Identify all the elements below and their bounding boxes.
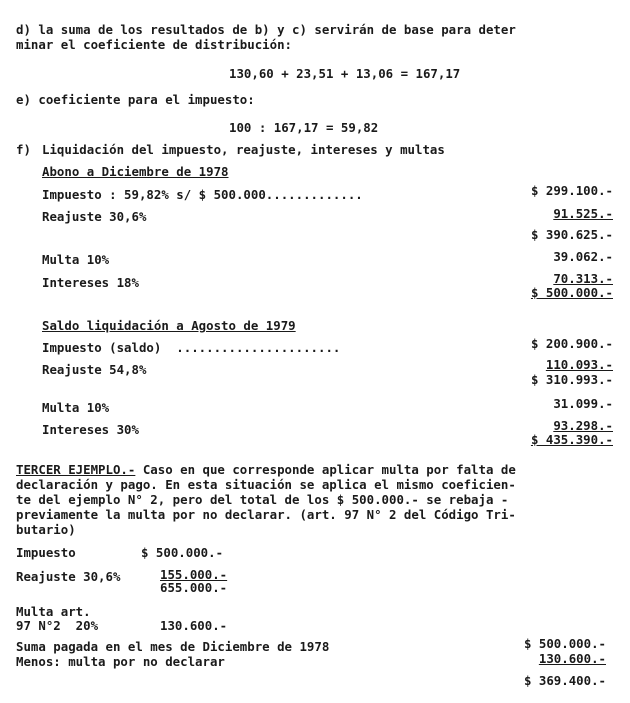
saldo-intereses-label: Intereses 30%: [42, 422, 139, 437]
calc-multa-amount: 130.600.-: [160, 618, 228, 633]
saldo-multa-amount: 31.099.-: [553, 396, 613, 411]
saldo-reajuste-label: Reajuste 54,8%: [42, 362, 147, 377]
abono-reajuste-label: Reajuste 30,6%: [42, 209, 147, 224]
saldo-subtotal-amount: $ 310.993.-: [530, 372, 613, 387]
calc-multa-label-2: 97 N°2 20%: [16, 618, 99, 633]
tercer-ejemplo-line2: declaración y pago. En esta situación se aplica el mismo coeficien-: [16, 477, 516, 492]
tercer-ejemplo-line5: butario): [16, 522, 76, 537]
abono-intereses-amount: 70.313.-: [553, 271, 613, 286]
paragraph-f-prefix: f): [16, 142, 31, 157]
saldo-reajuste-amount: 110.093.-: [545, 357, 613, 372]
abono-impuesto-label: Impuesto : 59,82% s/ $ 500.000.............: [42, 187, 363, 202]
summary-total-amount: $ 369.400.-: [523, 673, 606, 688]
tercer-ejemplo-line1-text: Caso en que corresponde aplicar multa por falta de: [135, 462, 516, 477]
abono-impuesto-amount: $ 299.100.-: [530, 183, 613, 198]
abono-reajuste-amount: 91.525.-: [553, 206, 613, 221]
saldo-intereses-amount: 93.298.-: [553, 418, 613, 433]
abono-intereses-label: Intereses 18%: [42, 275, 139, 290]
tercer-ejemplo-heading: TERCER EJEMPLO.-: [16, 462, 136, 477]
paragraph-d-line1: d) la suma de los resultados de b) y c) servirán de base para deter: [16, 22, 516, 37]
saldo-impuesto-label: Impuesto (saldo) ......................: [42, 340, 341, 355]
saldo-multa-label: Multa 10%: [42, 400, 110, 415]
tercer-ejemplo-line4: previamente la multa por no declarar. (art. 97 N° 2 del Código Tri-: [16, 507, 516, 522]
paragraph-d-line2: minar el coeficiente de distribución:: [16, 37, 293, 52]
saldo-title: Saldo liquidación a Agosto de 1979: [42, 318, 296, 333]
calc-subtotal-amount: 655.000.-: [160, 580, 228, 595]
saldo-total-amount: $ 435.390.-: [530, 432, 613, 447]
abono-title: Abono a Diciembre de 1978: [42, 164, 229, 179]
abono-multa-amount: 39.062.-: [553, 249, 613, 264]
tercer-ejemplo-line1: [16, 462, 516, 477]
calc-impuesto-amount: $ 500.000.-: [141, 545, 224, 560]
summary-line2-amount: 130.600.-: [538, 651, 606, 666]
tercer-ejemplo-line3: te del ejemplo N° 2, pero del total de los $ 500.000.- se rebaja -: [16, 492, 509, 507]
paragraph-e-line1: e) coeficiente para el impuesto:: [16, 92, 255, 107]
summary-line2-label: Menos: multa por no declarar: [16, 654, 225, 669]
summary-line1-label: Suma pagada en el mes de Diciembre de 1978: [16, 639, 330, 654]
summary-line1-amount: $ 500.000.-: [523, 636, 606, 651]
calc-reajuste-amount: 155.000.-: [160, 567, 228, 582]
abono-multa-label: Multa 10%: [42, 252, 110, 267]
calc-impuesto-label: Impuesto: [16, 545, 76, 560]
calc-multa-label-1: Multa art.: [16, 604, 91, 619]
calc-reajuste-label: Reajuste 30,6%: [16, 569, 121, 584]
paragraph-f-heading: Liquidación del impuesto, reajuste, intereses y multas: [42, 142, 445, 157]
equation-coefficient: 100 : 167,17 = 59,82: [229, 120, 379, 135]
abono-total-amount: $ 500.000.-: [530, 285, 613, 300]
abono-subtotal-amount: $ 390.625.-: [530, 227, 613, 242]
saldo-impuesto-amount: $ 200.900.-: [530, 336, 613, 351]
equation-sum: 130,60 + 23,51 + 13,06 = 167,17: [229, 66, 461, 81]
